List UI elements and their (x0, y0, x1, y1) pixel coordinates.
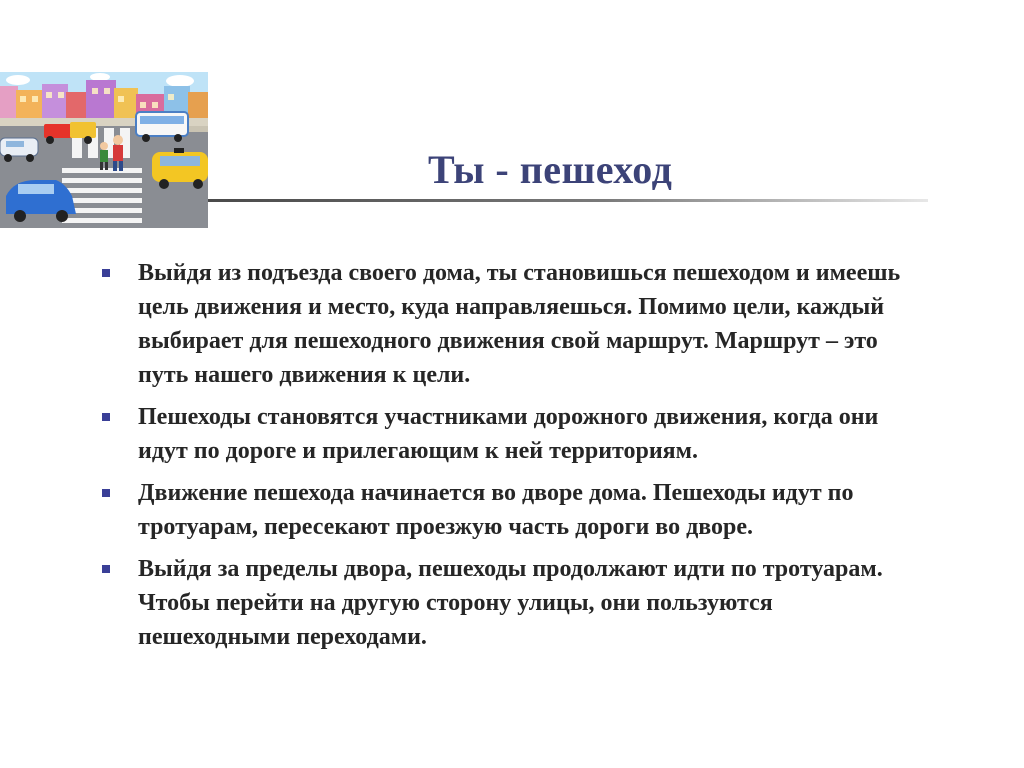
bullet-item (98, 552, 928, 654)
bullet-text: Пешеходы становятся участниками дорожного движения, когда они идут по дороге и прилегающим к ней территориям. (138, 404, 879, 464)
bullet-text: Движение пешехода начинается во дворе дома. Пешеходы идут по тротуарам, пересекают проезжую часть дороги во дворе. (138, 480, 854, 540)
street-crossing-illustration (0, 72, 208, 228)
bullet-item (98, 400, 928, 468)
bullet-list (98, 256, 928, 662)
square-bullet-icon (102, 413, 110, 421)
bullet-item (98, 256, 928, 392)
square-bullet-icon (102, 565, 110, 573)
slide-title: Ты - пешеход (428, 147, 673, 192)
bullet-text: Выйдя за пределы двора, пешеходы продолжают идти по тротуарам. Чтобы перейти на другую сторону улицы, они пользуются пешеходными переходами. (138, 556, 883, 650)
square-bullet-icon (102, 489, 110, 497)
bullet-item (98, 476, 928, 544)
bullet-text: Выйдя из подъезда своего дома, ты становишься пешеходом и имеешь цель движения и место, куда направляешься. Помимо цели, каждый выбирает для пешеходного движения свой маршрут. Маршрут – это путь нашего движения к цели. (138, 260, 901, 388)
square-bullet-icon (102, 269, 110, 277)
title-divider (208, 199, 928, 202)
